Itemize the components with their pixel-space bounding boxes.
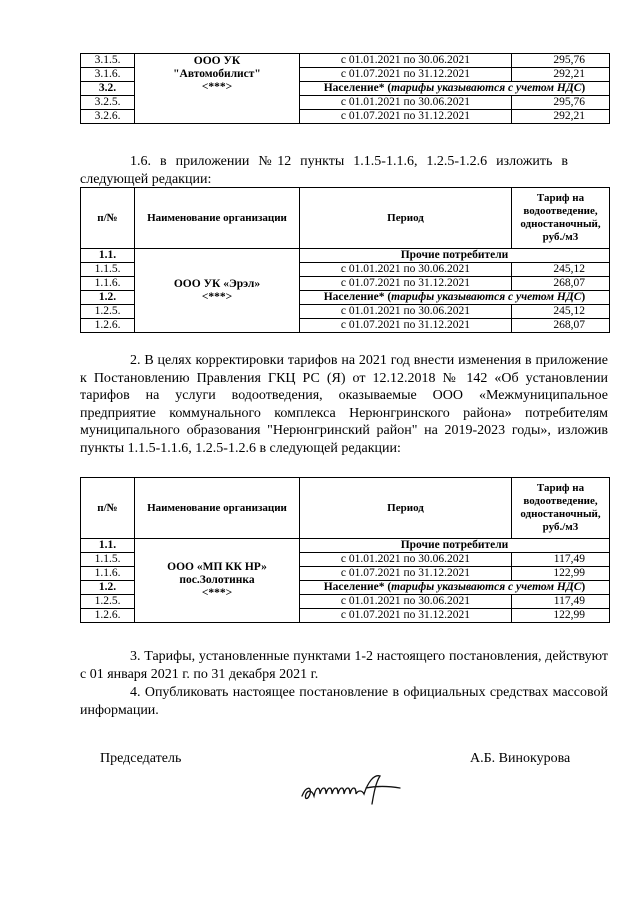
paragraph-2: 2. В целях корректировки тарифов на 2021 год внести изменения в приложение к Постановлению Правления ГКЦ РС (Я) от 12.12.2018 № 142 «Об установлении тарифов на услуги водоотведения, оказываемые ООО «Межмуниципальное предприятие коммунального комплекса Нерюнгринского района» потребителям муниципального образования "Нерюнгринский район" на 2019-2023 годы», изложив пункты 1.1.5-1.1.6, 1.2.5-1.2.6 в следующей редакции:	[80, 353, 608, 456]
row-number: 3.2.	[81, 82, 135, 96]
handwritten-signature	[296, 772, 406, 808]
row-number: 1.2.	[81, 291, 135, 305]
period-cell: с 01.07.2021 по 31.12.2021	[300, 319, 512, 333]
header-tariff: Тариф на водоотведение, одностаночный, руб./м3	[512, 188, 610, 249]
period-cell: с 01.07.2021 по 31.12.2021	[300, 277, 512, 291]
group-bold: Население* (	[323, 82, 392, 94]
row-number: 1.1.5.	[81, 553, 135, 567]
group-heading	[300, 291, 610, 305]
row-number: 1.1.	[81, 539, 135, 553]
tariff-cell: 295,76	[512, 96, 610, 110]
tariff-cell: 122,99	[512, 609, 610, 623]
row-number: 1.1.5.	[81, 263, 135, 277]
group-heading	[300, 581, 610, 595]
org-name-line: <***>	[201, 290, 233, 303]
tariff-cell: 245,12	[512, 263, 610, 277]
header-num: п/№	[81, 188, 135, 249]
group-bold: Население* (	[323, 581, 392, 593]
org-name-line: ООО УК	[193, 55, 241, 67]
period-cell: с 01.01.2021 по 30.06.2021	[300, 553, 512, 567]
row-number: 1.1.	[81, 249, 135, 263]
group-italic: тарифы указываются с учетом НДС	[391, 581, 582, 593]
organization-cell	[135, 539, 300, 623]
row-number: 3.2.5.	[81, 96, 135, 110]
period-cell: с 01.01.2021 по 30.06.2021	[300, 263, 512, 277]
row-number: 1.1.6.	[81, 567, 135, 581]
tariff-cell: 122,99	[512, 567, 610, 581]
row-number: 3.1.6.	[81, 68, 135, 82]
paragraph-3: 3. Тарифы, установленные пунктами 1-2 настоящего постановления, действуют с 01 января 2021 г. по 31 декабря 2021 г.	[80, 649, 608, 682]
period-cell: с 01.07.2021 по 31.12.2021	[300, 609, 512, 623]
group-italic: тарифы указываются с учетом НДС	[391, 82, 582, 94]
org-name-line: <***>	[201, 587, 233, 599]
table-row	[81, 54, 610, 68]
tariff-table-erel	[80, 187, 610, 333]
row-number: 1.2.5.	[81, 305, 135, 319]
tariff-cell: 245,12	[512, 305, 610, 319]
period-cell: с 01.01.2021 по 30.06.2021	[300, 595, 512, 609]
tariff-cell: 268,07	[512, 277, 610, 291]
period-cell: с 01.07.2021 по 31.12.2021	[300, 567, 512, 581]
group-bold: Население* (	[323, 291, 392, 303]
table-row	[81, 539, 610, 553]
period-cell: с 01.01.2021 по 30.06.2021	[300, 54, 512, 68]
group-heading	[300, 82, 610, 96]
tariff-cell: 117,49	[512, 595, 610, 609]
row-number: 1.2.6.	[81, 319, 135, 333]
tariff-table-mpkk	[80, 477, 610, 623]
row-number: 1.2.	[81, 581, 135, 595]
table-row	[81, 249, 610, 263]
group-italic: тарифы указываются с учетом НДС	[391, 291, 582, 303]
group-heading: Прочие потребители	[300, 249, 610, 263]
period-cell: с 01.01.2021 по 30.06.2021	[300, 305, 512, 319]
tariff-cell: 292,21	[512, 68, 610, 82]
org-name-line: ООО УК «Эрэл»	[173, 277, 261, 290]
tariff-cell: 268,07	[512, 319, 610, 333]
tariff-cell: 117,49	[512, 553, 610, 567]
group-heading: Прочие потребители	[300, 539, 610, 553]
org-name-line: "Автомобилист"	[173, 68, 261, 80]
period-cell: с 01.01.2021 по 30.06.2021	[300, 96, 512, 110]
table-header-row	[81, 478, 610, 539]
header-tariff: Тариф на водоотведение, одностаночный, руб./м3	[512, 478, 610, 539]
paragraph-1-6: 1.6. в приложении №12 пункты 1.1.5-1.1.6, 1.2.5-1.2.6 изложить в следующей редакции:	[80, 154, 568, 187]
row-number: 1.2.6.	[81, 609, 135, 623]
org-name-line: пос.Золотинка	[179, 574, 255, 586]
row-number: 1.2.5.	[81, 595, 135, 609]
org-name-line: <***>	[201, 81, 233, 93]
row-number: 3.2.6.	[81, 110, 135, 124]
header-org: Наименование организации	[135, 188, 300, 249]
period-cell: с 01.07.2021 по 31.12.2021	[300, 68, 512, 82]
header-num: п/№	[81, 478, 135, 539]
header-org: Наименование организации	[135, 478, 300, 539]
row-number: 3.1.5.	[81, 54, 135, 68]
tariff-cell: 295,76	[512, 54, 610, 68]
signatory-name: А.Б. Винокурова	[470, 751, 571, 766]
organization-cell	[135, 54, 300, 124]
header-period: Период	[300, 478, 512, 539]
period-cell: с 01.07.2021 по 31.12.2021	[300, 110, 512, 124]
table-header-row	[81, 188, 610, 249]
group-close: )	[581, 581, 586, 593]
tariff-cell: 292,21	[512, 110, 610, 124]
group-close: )	[581, 291, 586, 303]
row-number: 1.1.6.	[81, 277, 135, 291]
org-name-line: ООО «МП КК НР»	[167, 561, 267, 573]
group-close: )	[581, 82, 586, 94]
header-period: Период	[300, 188, 512, 249]
paragraph-4: 4. Опубликовать настоящее постановление в официальных средствах массовой информации.	[80, 685, 608, 718]
signatory-title: Председатель	[100, 751, 182, 766]
tariff-table-avtomobilist	[80, 53, 610, 124]
organization-cell	[135, 249, 300, 333]
